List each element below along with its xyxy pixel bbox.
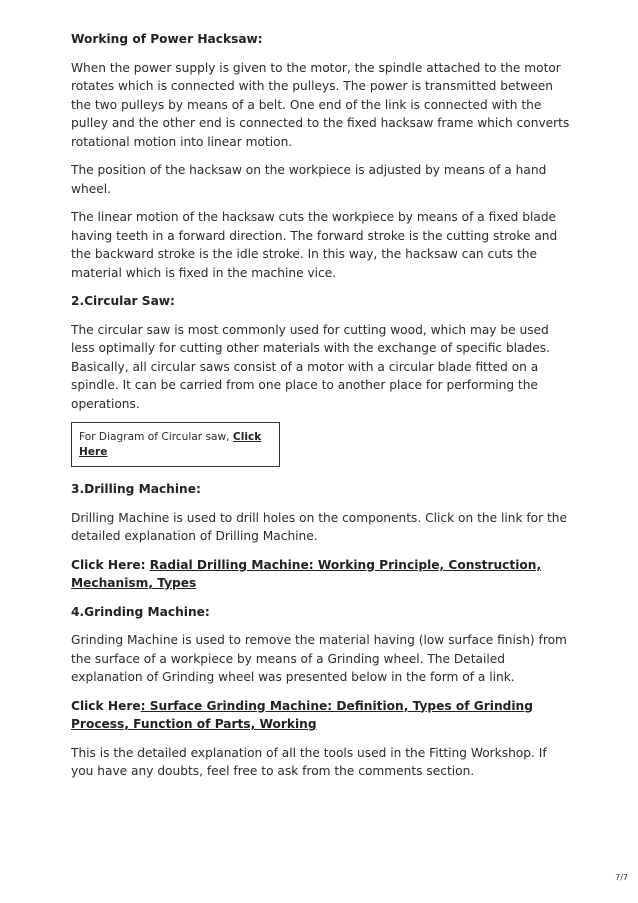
paragraph-circular-saw-construction: Basically, all circular saws consist of a motor with a circular blade fitted on a spindle. It can be carried from one place to another place for performing the operations. (71, 359, 539, 411)
diagram-callout-box (71, 422, 280, 467)
paragraph-grinding-machine: Grinding Machine is used to remove the material having (low surface finish) from the surface of a workpiece by means of a Grinding wheel. The Detailed explanation of Grinding wheel was presented below in the form of a link. (71, 633, 567, 684)
drilling-click-here-line (71, 556, 571, 593)
paragraph-circular-saw-usage: The circular saw is most commonly used for cutting wood, which may be used less optimally for cutting other materials with the exchange of specific blades. (71, 322, 550, 355)
page-number: 7/7 (615, 873, 628, 882)
callout-text: For Diagram of Circular saw, (79, 431, 233, 443)
section-heading-power-hacksaw: Working of Power Hacksaw: (71, 32, 263, 46)
grinding-click-here-line (71, 697, 571, 734)
section-heading-circular-saw: 2.Circular Saw: (71, 294, 175, 308)
grinding-colon: : (140, 698, 150, 713)
paragraph-hacksaw-stroke: The linear motion of the hacksaw cuts the workpiece by means of a fixed blade having teeth in a forward direction. The forward stroke is the cutting stroke and the backward stroke is the idle stroke. In this way, the hacksaw can cuts the material which is fixed in the machine vice. (71, 210, 558, 280)
paragraph-drilling-machine: Drilling Machine is used to drill holes on the components. Click on the link for the detailed explanation of Drilling Machine. (71, 510, 568, 543)
section-heading-grinding-machine: 4.Grinding Machine: (71, 604, 210, 619)
article-content (71, 30, 571, 791)
drilling-click-label: Click Here: (71, 557, 150, 572)
paragraph-closing: This is the detailed explanation of all the tools used in the Fitting Workshop. If you have any doubts, feel free to ask from the comments section. (71, 745, 547, 778)
paragraph-hacksaw-hand-wheel: The position of the hacksaw on the workpiece is adjusted by means of a hand wheel. (71, 163, 547, 196)
section-heading-drilling-machine: 3.Drilling Machine: (71, 482, 201, 496)
circular-saw-diagram-link[interactable]: Click Here (79, 431, 262, 458)
surface-grinding-machine-link[interactable]: Surface Grinding Machine: Definition, Types of Grinding Process, Function of Parts, Working (71, 698, 533, 731)
paragraph-hacksaw-working: When the power supply is given to the motor, the spindle attached to the motor rotates which is connected with the pulleys. The power is transmitted between the two pulleys by means of a belt. One end of the link is connected with the pulley and the other end is connected to the fixed hacksaw frame which converts rotational motion into linear motion. (71, 60, 570, 149)
radial-drilling-machine-link[interactable]: Radial Drilling Machine: Working Principle, Construction, Mechanism, Types (71, 557, 542, 590)
grinding-click-label: Click Here (71, 698, 141, 713)
